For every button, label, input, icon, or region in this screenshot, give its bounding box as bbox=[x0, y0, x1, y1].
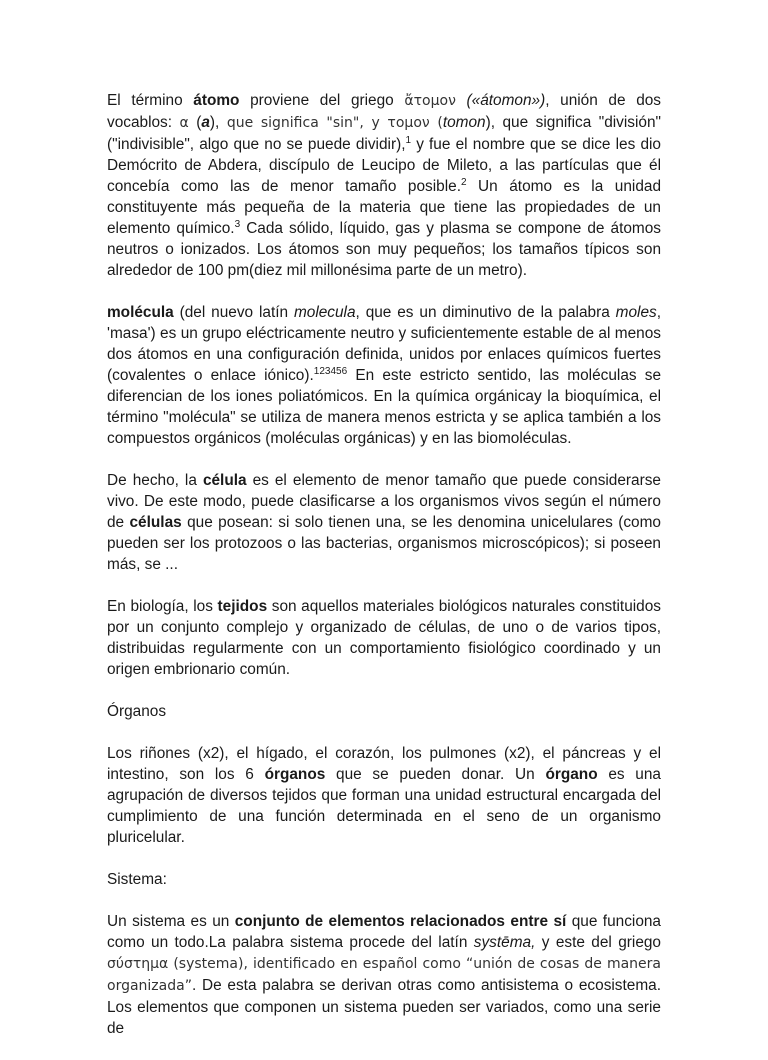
term-organo: órgano bbox=[545, 766, 598, 783]
footnote-ref: 123456 bbox=[313, 365, 348, 377]
text-run: (del nuevo latín bbox=[173, 304, 294, 321]
text-run: Los riñones (x2), el hígado, el corazón, los pulmones (x2), el páncreas y el intestino, son los 6 bbox=[107, 745, 661, 783]
text-run: y este del griego bbox=[535, 934, 661, 951]
text-run: ( bbox=[188, 114, 202, 131]
term-organos: órganos bbox=[264, 766, 326, 783]
text-run: , 'masa') es un grupo eléctricamente neutro y suficientemente estable de al menos dos átomos en una configuración definida, unidos por enlaces químicos fuertes (covalentes o enlace iónico). bbox=[107, 304, 661, 384]
paragraph-atomo bbox=[107, 90, 661, 281]
term-conjunto: conjunto de elementos relacionados entre sí bbox=[234, 913, 567, 930]
paragraph-sistema bbox=[107, 911, 661, 1039]
greek-run: σύστημα (systema), identificado en español como “unión de cosas de manera organizada” bbox=[107, 956, 661, 994]
term-tejidos: tejidos bbox=[217, 598, 268, 615]
text-run: Cada sólido, líquido, gas y plasma se compone de átomos neutros o ionizados. Los átomos son muy pequeños; los tamaños típicos son alrededor de 100 pm(diez mil millonésima parte de un metro). bbox=[107, 220, 662, 279]
italic-run: moles bbox=[615, 304, 657, 321]
text-run: y fue el nombre que se dice les dio Demócrito de Abdera, discípulo de Leucipo de Mileto, a las partículas que él concebía como las de menor tamaño posible. bbox=[107, 136, 661, 195]
term-molecula: molécula bbox=[107, 304, 174, 321]
paragraph-molecula bbox=[107, 302, 661, 449]
text-run: ), bbox=[209, 114, 227, 131]
italic-run: molecula bbox=[293, 304, 356, 321]
greek-run: que significa "sin", y τομον ( bbox=[226, 115, 443, 131]
greek-word: α bbox=[179, 115, 189, 131]
italic-run: («átomon») bbox=[455, 92, 546, 109]
document-body bbox=[107, 90, 661, 1060]
text-run: son aquellos materiales biológicos naturales constituidos por un conjunto complejo y organizado de células, de uno o de varios tipos, distribuidas regularmente con un comportamiento fisiológico coordinado y un origen embrionario común. bbox=[107, 598, 661, 678]
italic-run: a bbox=[201, 114, 210, 131]
paragraph-organos bbox=[107, 743, 661, 848]
text-run: es una agrupación de diversos tejidos que forman una unidad estructural encargada del cumplimiento de una función determinada en el seno de un organismo pluricelular. bbox=[107, 766, 661, 846]
text-run: es el elemento de menor tamaño que puede considerarse vivo. De este modo, puede clasificarse a los organismos vivos según el número de bbox=[107, 472, 661, 531]
text-run: El término bbox=[107, 92, 194, 109]
text-run: proviene del griego bbox=[239, 92, 405, 109]
text-run: que funciona como un todo.La palabra sistema procede del latín bbox=[107, 913, 661, 951]
text-run: Un átomo es la unidad constituyente más pequeña de la materia que tiene las propiedades de un elemento químico. bbox=[107, 178, 662, 237]
text-run: , unión de dos vocablos: bbox=[107, 92, 662, 131]
text-run: . De esta palabra se derivan otras como antisistema o ecosistema. Los elementos que componen un sistema pueden ser variados, como una serie de bbox=[107, 977, 661, 1037]
italic-run: tomon bbox=[442, 114, 486, 131]
text-run: , que es un diminutivo de la palabra bbox=[355, 304, 616, 321]
text-run: que posean: si solo tienen una, se les denomina unicelulares (como pueden ser los protozoos o las bacterias, organismos microscópicos); si poseen más, se ... bbox=[107, 514, 661, 573]
heading-sistema: Sistema: bbox=[107, 871, 167, 888]
heading-organos: Órganos bbox=[107, 703, 167, 720]
footnote-ref: 1 bbox=[405, 134, 412, 146]
text-run: ), que significa "división" ("indivisible", algo que no se puede dividir), bbox=[107, 114, 661, 153]
paragraph-celula bbox=[107, 470, 661, 575]
term-celula: célula bbox=[202, 472, 247, 489]
text-run: En este estricto sentido, las moléculas se diferencian de los iones poliatómicos. En la química orgánicay la bioquímica, el término "molécula" se utiliza de manera menos estricta y se aplica también a los compuestos orgánicos (moléculas orgánicas) y en las biomoléculas. bbox=[107, 367, 662, 447]
term-celulas: células bbox=[129, 514, 182, 531]
text-run: que se pueden donar. Un bbox=[325, 766, 546, 783]
text-run: En biología, los bbox=[107, 598, 218, 615]
paragraph-tejidos bbox=[107, 596, 661, 680]
text-run: Un sistema es un bbox=[107, 913, 235, 930]
greek-word: ἄτομον bbox=[404, 93, 456, 109]
italic-run: systēma, bbox=[473, 934, 536, 951]
footnote-ref: 2 bbox=[460, 176, 467, 188]
term-atomo: átomo bbox=[193, 92, 240, 109]
text-run: De hecho, la bbox=[107, 472, 203, 489]
footnote-ref: 3 bbox=[234, 218, 241, 230]
